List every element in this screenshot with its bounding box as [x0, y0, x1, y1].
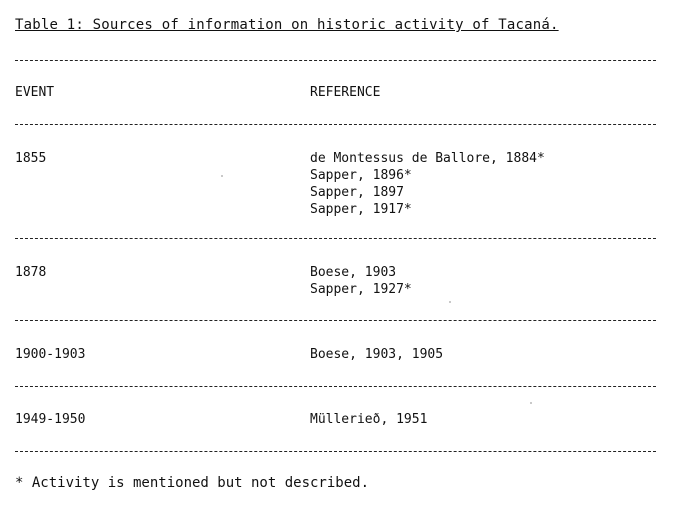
event-column-header: EVENT — [15, 85, 55, 100]
reference-item: Sapper, 1917* — [310, 202, 412, 217]
event-cell-1949-1950: 1949-1950 — [15, 412, 86, 427]
event-cell-1878: 1878 — [15, 265, 47, 280]
event-cell-1855: 1855 — [15, 151, 47, 166]
table-footnote: * Activity is mentioned but not described. — [15, 475, 370, 491]
table-bottom-rule — [15, 451, 656, 452]
reference-cell-1900-1903 — [310, 346, 443, 363]
reference-cell-1855 — [310, 150, 545, 218]
scan-speck — [530, 402, 532, 404]
reference-item: Sapper, 1896* — [310, 168, 412, 183]
scan-speck — [449, 301, 451, 303]
row-separator — [15, 386, 656, 387]
event-cell-1900-1903: 1900-1903 — [15, 347, 86, 362]
reference-cell-1949-1950 — [310, 411, 427, 428]
table-title: Table 1: Sources of information on historic activity of Tacaná. — [15, 17, 559, 33]
reference-item: Müllerieð, 1951 — [310, 412, 428, 427]
scan-speck — [221, 175, 223, 177]
header-bottom-rule — [15, 124, 656, 125]
row-separator — [15, 320, 656, 321]
reference-column-header: REFERENCE — [310, 85, 381, 100]
reference-item: Boese, 1903, 1905 — [310, 347, 444, 362]
reference-item: Sapper, 1897 — [310, 185, 404, 200]
reference-item: Boese, 1903 — [310, 265, 397, 280]
reference-item: de Montessus de Ballore, 1884* — [310, 151, 545, 166]
reference-cell-1878 — [310, 264, 412, 298]
table-top-rule — [15, 60, 656, 61]
row-separator — [15, 238, 656, 239]
reference-item: Sapper, 1927* — [310, 282, 412, 297]
